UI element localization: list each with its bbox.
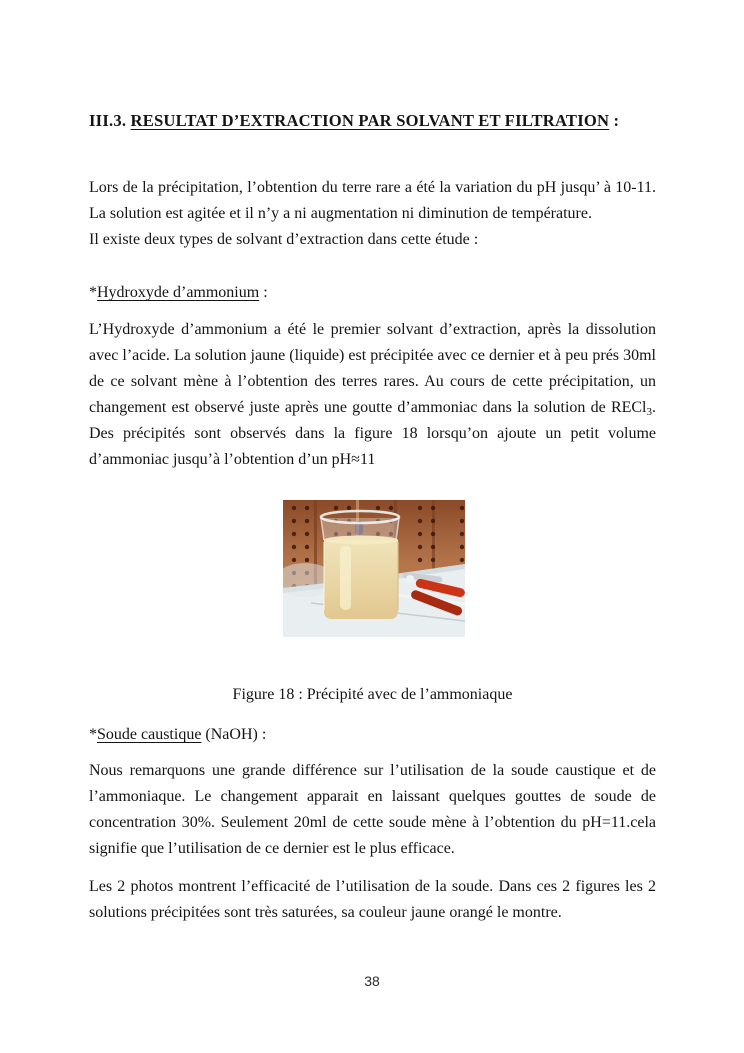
subheading-soude-suffix: (NaOH) : [201, 726, 267, 743]
intro-paragraph: Lors de la précipitation, l’obtention du terre rare a été la variation du pH jusqu’ à 10-11. La solution est agitée et il n’y a ni augmentation ni diminution de température. [89, 179, 656, 222]
section-number: III.3. [89, 111, 131, 130]
figure-18-photo [283, 500, 465, 637]
asterisk: * [89, 284, 97, 301]
section-heading [89, 110, 656, 132]
subheading-soude-text: Soude caustique [97, 726, 202, 743]
soude-paragraph-1: Nous remarquons une grande différence sur l’utilisation de la soude caustique et de l’ammoniaque. Le changement apparait en laissant quelques gouttes de soude de concentration 30%. Seulement 20ml de cette soude mène à l’obtention du pH=11.cela signifie que l’utilisation de ce dernier est le plus efficace. [89, 762, 656, 857]
chemical-subscript: 3 [646, 406, 652, 418]
subheading-ammonium-text: Hydroxyde d’ammonium [97, 284, 260, 301]
soude-paragraph-2: Les 2 photos montrent l’efficacité de l’utilisation de la soude. Dans ces 2 figures les 2 solutions précipitées sont très saturées, sa couleur jaune orangé le montre. [89, 878, 656, 921]
ammonium-paragraph [89, 317, 656, 473]
section-heading-text: RESULTAT D’EXTRACTION PAR SOLVANT ET FILTRATION [130, 111, 610, 130]
subheading-ammonium-colon: : [259, 284, 268, 301]
section-heading-colon: : [609, 111, 620, 130]
page-number: 38 [364, 973, 380, 989]
asterisk: * [89, 726, 97, 743]
ammonium-text-2: . Des précipités sont observés dans la figure 18 lorsqu’on ajoute un petit volume d’ammoniac jusqu’à l’obtention d’un pH≈11 [89, 399, 656, 468]
beaker [321, 511, 399, 619]
intro-line: Il existe deux types de solvant d’extraction dans cette étude : [89, 231, 479, 248]
beaker-liquid [324, 540, 398, 619]
subheading-soude [89, 722, 656, 748]
subheading-ammonium [89, 280, 656, 306]
ammonium-text-1: L’Hydroxyde d’ammonium a été le premier solvant d’extraction, après la dissolution avec l’acide. La solution jaune (liquide) est précipitée avec ce dernier et à peu prés 30ml de ce solvant mène à l’obtention des terres rares. Au cours de cette précipitation, un changement est observé juste après une goutte d’ammoniac dans la solution de RECl [89, 321, 656, 416]
beaker-photo-illustration [283, 500, 465, 637]
figure-caption: Figure 18 : Précipité avec de l’ammoniaque [232, 686, 513, 703]
